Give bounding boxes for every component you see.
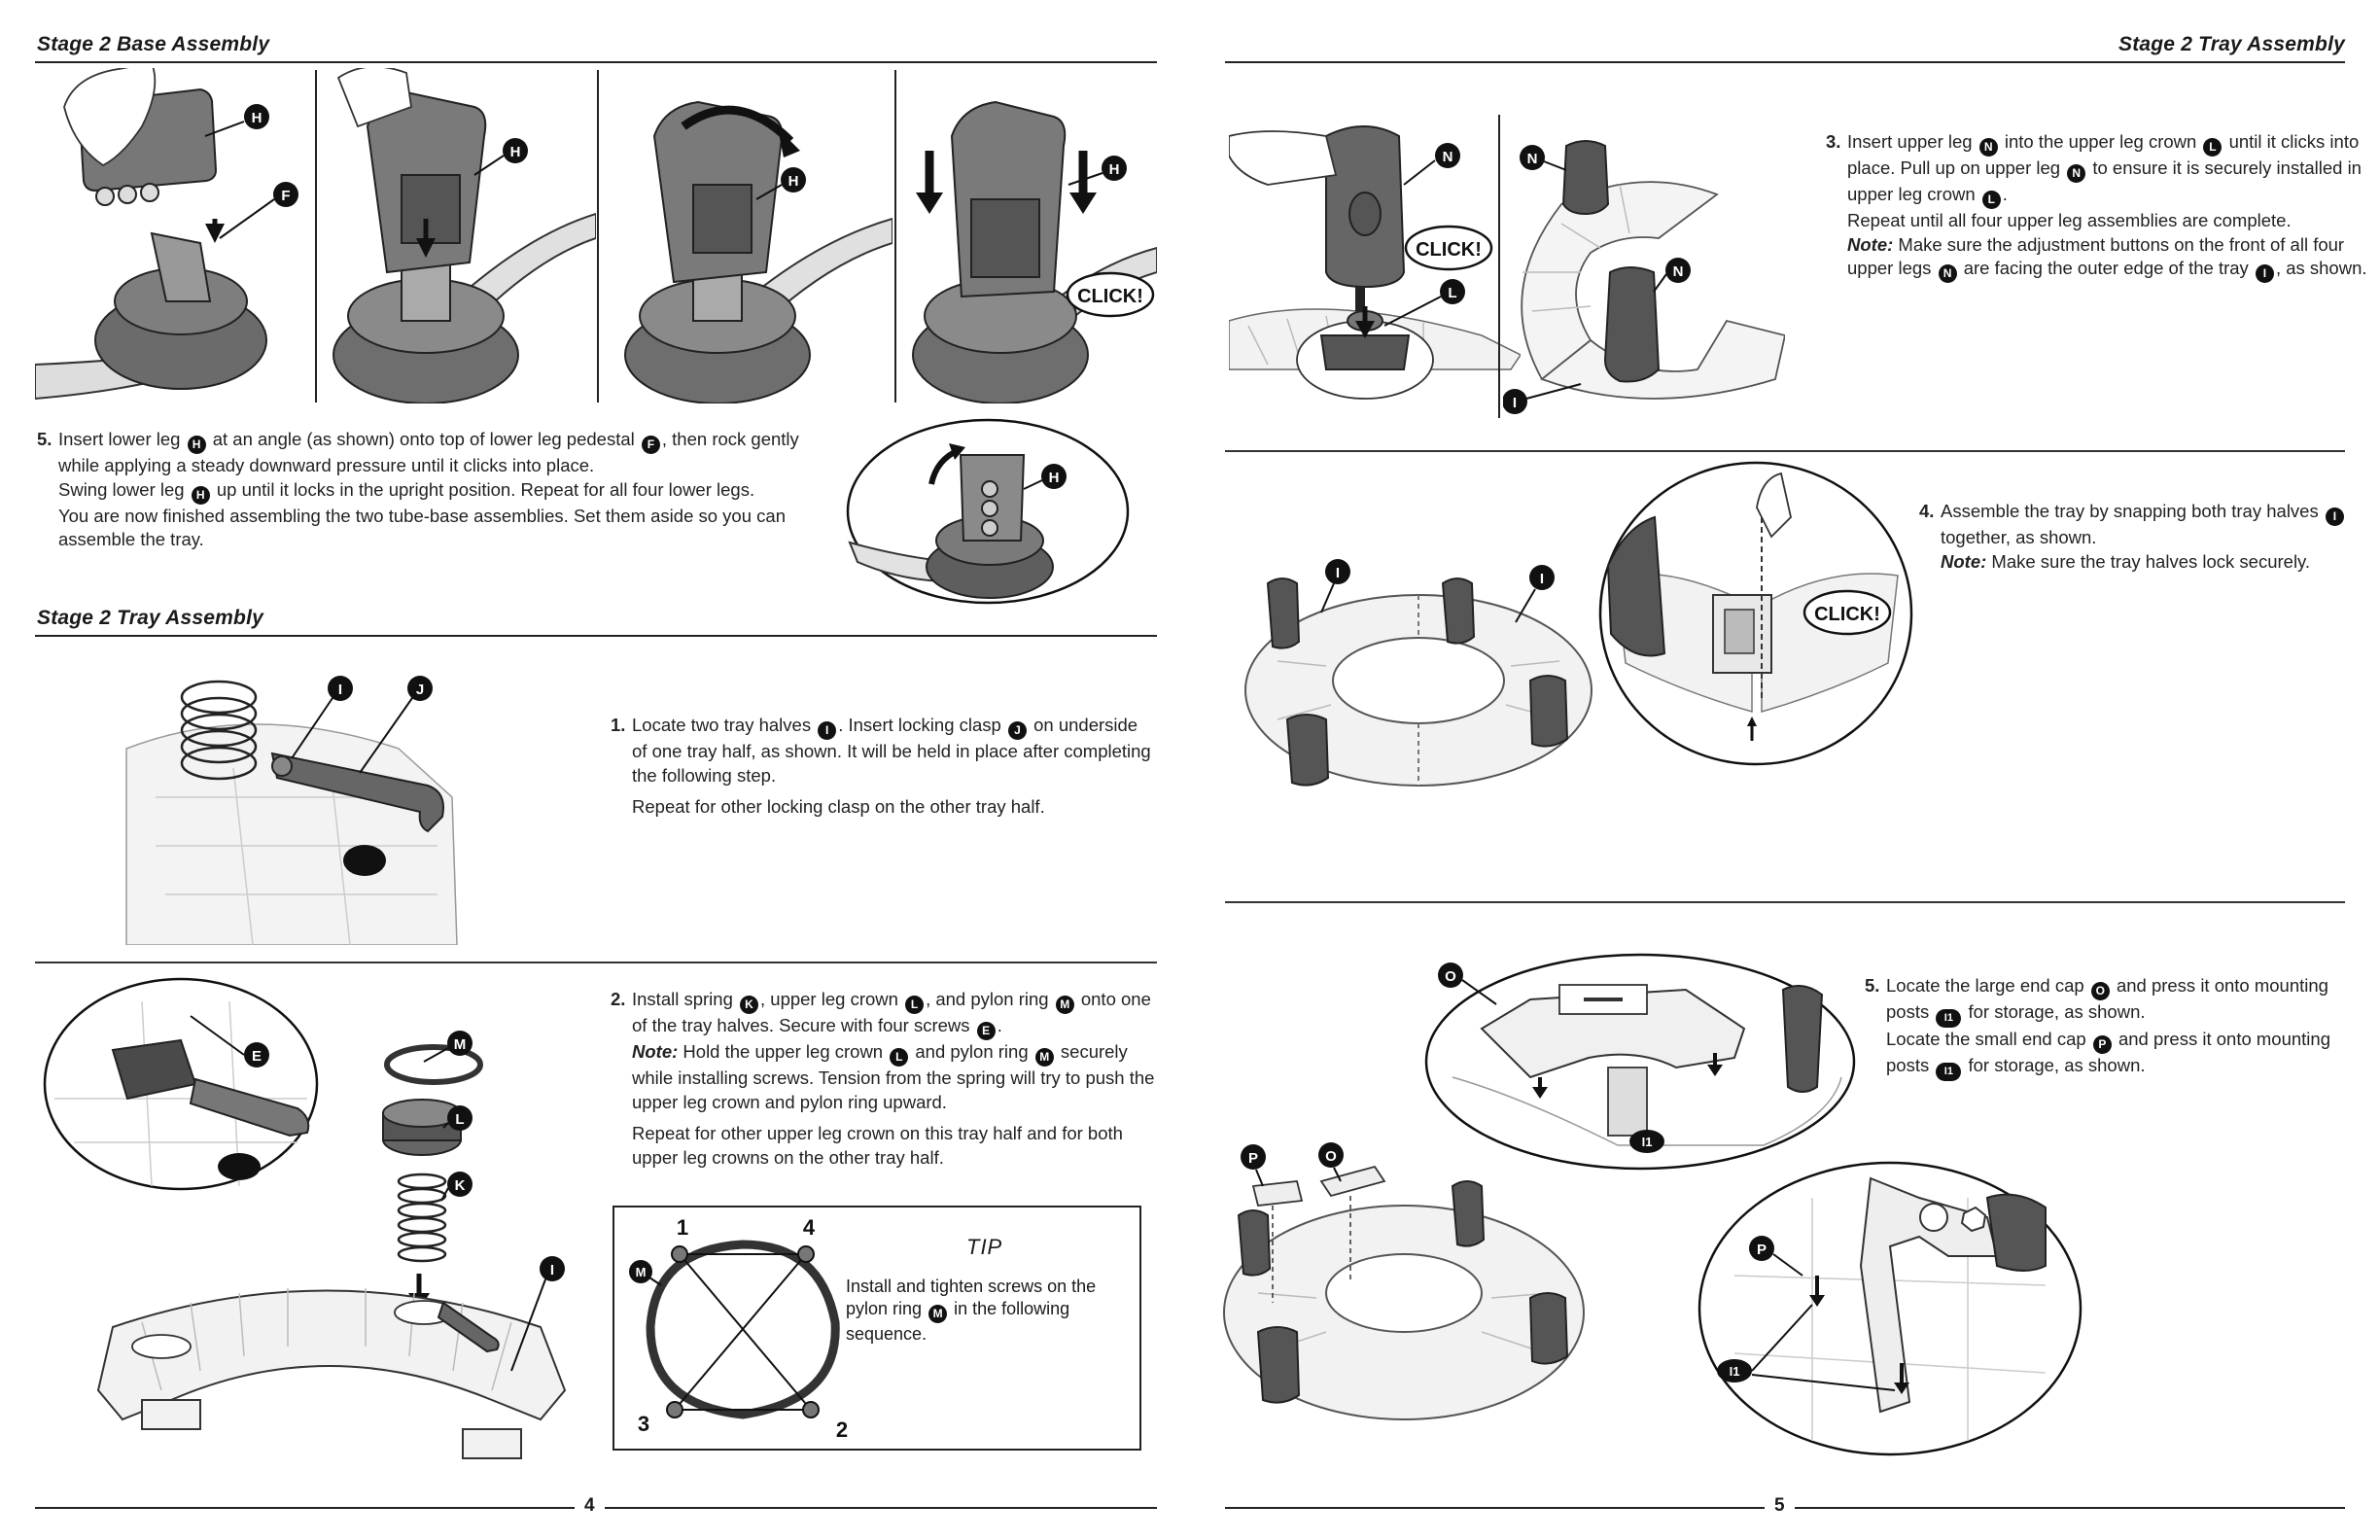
badge-h-2: H: [192, 486, 210, 505]
badge-l-r: L: [2203, 138, 2222, 157]
seq-label-1: 1: [676, 1215, 689, 1240]
tray-section-title-left: Stage 2 Tray Assembly: [37, 607, 263, 629]
callout-n: N: [1442, 149, 1453, 165]
callout-k: K: [454, 1177, 466, 1194]
step3-note-a: Make sure the adjustment buttons on the front of all four upper legs: [1847, 233, 2345, 278]
badge-o: O: [2091, 982, 2110, 1000]
badge-i1: I1: [1936, 1009, 1961, 1028]
step3-text-a: Insert upper leg: [1847, 131, 1973, 152]
step3-text-2: Repeat until all four upper leg assemblies are complete.: [1847, 210, 2292, 230]
spring-crown-ring-illustration: [35, 972, 589, 1483]
step3-text-c: until it clicks into place. Pull up on upper leg: [1847, 131, 2360, 178]
base-step-5: [37, 428, 824, 552]
panel-divider-3: [894, 70, 896, 402]
step5r-text-f: for storage, as shown.: [1968, 1055, 2146, 1075]
note-label: Note:: [632, 1041, 679, 1062]
lower-leg-angle-illustration: [35, 68, 317, 403]
callout-h-4: H: [1108, 161, 1120, 178]
badge-n-3: N: [1939, 264, 1957, 283]
step-number: 1.: [611, 715, 626, 735]
note-label: Note:: [1847, 233, 1894, 255]
lower-leg-upright-illustration: [898, 68, 1157, 403]
step-number: 4.: [1919, 501, 1935, 521]
step5r-text-c: for storage, as shown.: [1968, 1001, 2146, 1022]
badge-m: M: [1056, 996, 1074, 1014]
tray-halves-illustration: [1239, 544, 1598, 807]
step-number: 3.: [1826, 131, 1841, 152]
step1-text-b: . Insert locking clasp: [838, 715, 1001, 735]
tip-text-b: in the following sequence.: [846, 1299, 1070, 1344]
step5-text-2b: up until it locks in the upright position. Repeat for all four lower legs.: [216, 478, 755, 500]
base-section-title: Stage 2 Base Assembly: [37, 33, 270, 55]
callout-o-2: O: [1325, 1148, 1337, 1165]
badge-h: H: [188, 436, 206, 454]
panel-divider-1: [315, 70, 317, 402]
click-label-2: CLICK!: [1416, 239, 1482, 261]
end-caps-tray-illustration: [1219, 1128, 1589, 1449]
badge-p: P: [2093, 1035, 2112, 1054]
callout-i-4: I: [1539, 571, 1545, 587]
step3-text-b: into the upper leg crown: [2004, 131, 2197, 152]
callout-l-right: L: [1448, 285, 1457, 301]
right-page: [1190, 0, 2380, 1540]
tray-step-3: [1826, 130, 2370, 283]
seq-label-4: 4: [802, 1215, 816, 1240]
callout-h-2: H: [509, 144, 521, 160]
step5r-text-e: and press it onto mounting posts: [1886, 1029, 2330, 1075]
lower-leg-seat-illustration: [319, 68, 596, 403]
badge-n: N: [1979, 138, 1998, 157]
badge-i-r2: I: [2326, 508, 2344, 526]
callout-h: H: [251, 110, 262, 126]
tray-step-5: [1865, 974, 2351, 1081]
step5r-text-a: Locate the large end cap: [1886, 975, 2084, 996]
step2-note-b: and pylon ring: [915, 1041, 1029, 1062]
step5r-text-d: Locate the small end cap: [1886, 1029, 2086, 1049]
callout-h-5: H: [1048, 470, 1060, 486]
badge-e: E: [977, 1022, 996, 1040]
step-number: 5.: [37, 429, 52, 449]
ring-callout-m: M: [635, 1265, 647, 1279]
badge-i: I: [818, 721, 836, 740]
step2-note-a: Hold the upper leg crown: [682, 1041, 884, 1062]
step5-text-1a: Insert lower leg: [58, 429, 181, 449]
step4-text-a: Assemble the tray by snapping both tray halves: [1941, 501, 2319, 521]
step-number: 5.: [1865, 975, 1880, 996]
tray-step-1: [611, 714, 1155, 827]
step-divider-left: [35, 962, 1157, 963]
badge-j: J: [1008, 721, 1027, 740]
step5-text-1c: , then rock gently while applying a steady downward pressure until it clicks into place.: [58, 429, 799, 475]
tray-section-rule-right: [1225, 61, 2345, 63]
callout-i1: I1: [1641, 1135, 1653, 1149]
step-divider-right-1: [1225, 450, 2345, 452]
badge-m-2: M: [1035, 1048, 1054, 1067]
step2-note-c: securely while installing screws. Tension from the spring will try to push the upper leg crown and pylon ring upward.: [632, 1041, 1155, 1112]
seq-label-2: 2: [835, 1418, 849, 1442]
step2-text-d: onto one of the tray halves. Secure with four screws: [632, 989, 1151, 1035]
step2-text-2: Repeat for other upper leg crown on this tray half and for both upper leg crowns on the other tray half.: [632, 1123, 1123, 1168]
callout-p-2: P: [1756, 1242, 1768, 1258]
step4-note-a: Make sure the tray halves lock securely.: [1991, 550, 2311, 572]
step-number: 2.: [611, 989, 626, 1009]
click-label-3: CLICK!: [1814, 604, 1880, 625]
badge-f: F: [642, 436, 660, 454]
step2-text-c: , and pylon ring: [926, 989, 1049, 1009]
step3-text-d: to ensure it is securely installed in upper leg crown: [1847, 158, 2362, 204]
callout-i-2: I: [549, 1262, 555, 1278]
callout-p: P: [1247, 1150, 1259, 1167]
callout-i1-2: I1: [1729, 1364, 1740, 1379]
panel-divider-right: [1498, 115, 1500, 418]
callout-m: M: [453, 1036, 467, 1053]
upper-leg-insert-illustration: [1229, 117, 1521, 408]
step3-note-b: are facing the outer edge of the tray: [1963, 258, 2249, 278]
step5-text-2a: Swing lower leg: [58, 478, 185, 500]
tray-section-rule-left: [35, 635, 1157, 637]
note-label: Note:: [1941, 550, 1987, 572]
panel-divider-2: [597, 70, 599, 402]
page-number-right: 5: [1765, 1495, 1795, 1517]
callout-n-2: N: [1526, 151, 1538, 167]
small-end-cap-detail: [1696, 1159, 2084, 1458]
step2-text-a: Install spring: [632, 989, 733, 1009]
lower-leg-rock-illustration: [601, 68, 892, 403]
lower-leg-swing-detail: [844, 416, 1132, 607]
step5-text-1b: at an angle (as shown) onto top of lower leg pedestal: [212, 429, 635, 449]
badge-l: L: [905, 996, 924, 1014]
step5r-text-b: and press it onto mounting posts: [1886, 975, 2328, 1022]
step1-text-a: Locate two tray halves: [632, 715, 812, 735]
step2-text-b: , upper leg crown: [760, 989, 898, 1009]
tray-snap-detail: [1596, 459, 1915, 768]
callout-l: L: [455, 1111, 465, 1128]
callout-h-3: H: [788, 173, 799, 190]
callout-i-3: I: [1335, 565, 1341, 581]
badge-l-r2: L: [1982, 191, 2001, 209]
page-number-left: 4: [575, 1495, 605, 1517]
tip-text: [846, 1276, 1134, 1346]
step5-text-3: You are now finished assembling the two tube-base assemblies. Set them aside so you can assemble the tray.: [58, 505, 786, 549]
step4-text-b: together, as shown.: [1941, 527, 2097, 547]
base-section-rule: [35, 61, 1157, 63]
step2-text-e: .: [997, 1015, 1002, 1035]
pylon-ring-sequence-diagram: [626, 1215, 859, 1445]
callout-n-3: N: [1672, 263, 1684, 280]
badge-k: K: [740, 996, 758, 1014]
callout-i-right: I: [1512, 395, 1518, 411]
step-divider-right-2: [1225, 901, 2345, 903]
tip-text-a: Install and tighten screws on the pylon ring: [846, 1277, 1097, 1318]
click-label-1: CLICK!: [1077, 286, 1143, 307]
step3-text-e: .: [2002, 184, 2008, 204]
callout-i: I: [337, 682, 343, 698]
tray-step-4: [1919, 500, 2347, 574]
step1-text-2: Repeat for other locking clasp on the other tray half.: [632, 796, 1045, 817]
callout-f: F: [281, 188, 291, 204]
callout-e: E: [251, 1048, 262, 1065]
badge-i-r: I: [2256, 264, 2274, 283]
callout-j: J: [415, 682, 425, 698]
tip-title: TIP: [966, 1235, 1003, 1259]
badge-i1-2: I1: [1936, 1063, 1961, 1081]
step3-note-c: , as shown.: [2275, 258, 2367, 278]
callout-o: O: [1445, 968, 1456, 985]
tip-box: [612, 1206, 1141, 1451]
tray-step-2: [611, 988, 1165, 1177]
step1-text-c: on underside of one tray half, as shown. It will be held in place after completing the following step.: [632, 715, 1151, 786]
badge-n-2: N: [2067, 164, 2085, 183]
badge-l-2: L: [890, 1048, 908, 1067]
badge-m-tip: M: [928, 1305, 947, 1323]
tray-section-title-right: Stage 2 Tray Assembly: [2118, 33, 2345, 55]
upper-legs-tray-illustration: [1503, 126, 1785, 418]
seq-label-3: 3: [637, 1412, 650, 1436]
tray-clasp-illustration: [107, 661, 467, 945]
